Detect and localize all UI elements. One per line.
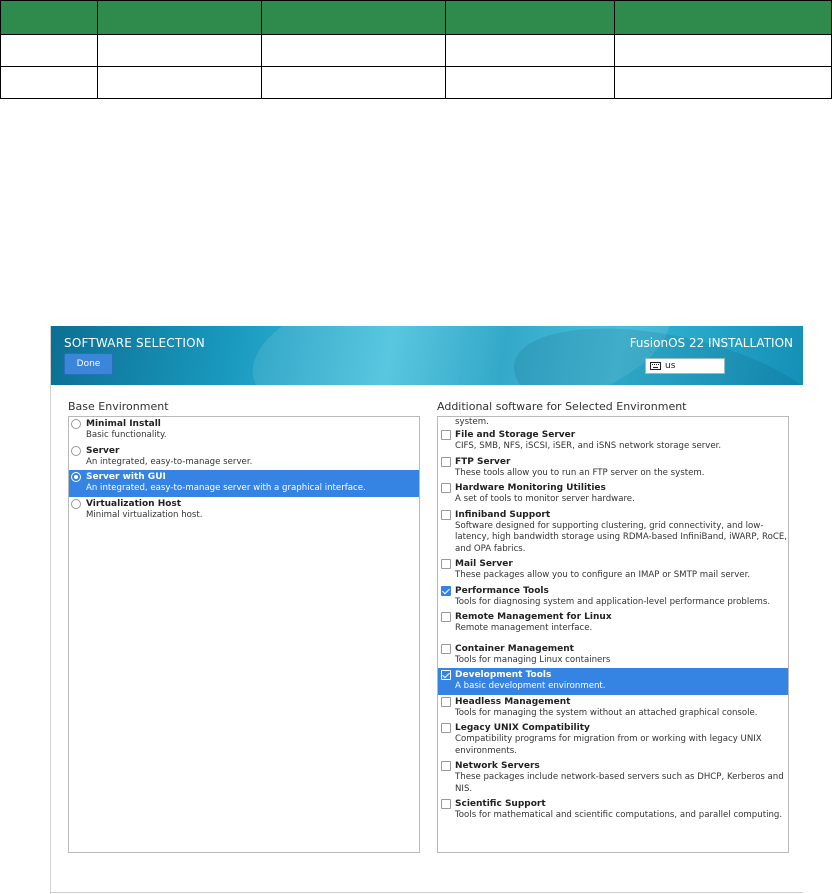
checkbox[interactable] [441, 697, 451, 707]
addon-option-performance-tools[interactable] [438, 584, 788, 611]
checkbox[interactable] [441, 457, 451, 467]
option-description: CIFS, SMB, NFS, iSCSI, iSER, and iSNS network storage server. [455, 441, 722, 451]
keyboard-layout-indicator[interactable] [645, 358, 725, 374]
base-environment-label: Base Environment [68, 400, 169, 413]
base-env-option-virtualization-host[interactable] [69, 497, 419, 524]
option-description: Compatibility programs for migration from or working with legacy UNIX environments. [455, 734, 762, 756]
page-title: SOFTWARE SELECTION [64, 336, 205, 350]
option-title: Scientific Support [455, 799, 546, 809]
option-title: Performance Tools [455, 585, 549, 596]
radio-button[interactable] [71, 499, 81, 509]
option-description: These tools allow you to run an FTP server on the system. [455, 467, 705, 478]
installation-title: FusionOS 22 INSTALLATION [629, 336, 793, 350]
option-title: FTP Server [455, 456, 511, 467]
option-title: Infiniband Support [455, 509, 551, 520]
checkbox[interactable] [441, 644, 451, 654]
addon-option-ftp-server[interactable] [438, 455, 788, 482]
option-description: Remote management interface. [455, 623, 593, 633]
option-description: These packages allow you to configure an IMAP or SMTP mail server. [455, 570, 751, 580]
addon-option-development-tools[interactable] [438, 668, 788, 695]
table-cell [262, 67, 446, 99]
option-description: Tools for managing the system without an attached graphical console. [455, 707, 758, 718]
addon-option-container-management[interactable] [438, 642, 788, 669]
table-cell [446, 67, 615, 99]
table-cell [1, 35, 98, 67]
option-description: These packages include network-based servers such as DHCP, Kerberos and NIS. [455, 772, 784, 794]
table-cell [446, 35, 615, 67]
addon-option-network-servers[interactable] [438, 759, 788, 797]
option-title: Mail Server [455, 559, 513, 569]
option-description: Tools for diagnosing system and application-level performance problems. [455, 596, 771, 607]
option-description: An integrated, easy-to-manage server. [86, 456, 253, 467]
checkbox[interactable] [441, 559, 451, 569]
addon-option-file-and-storage-server[interactable] [438, 428, 788, 455]
checkbox[interactable] [441, 761, 451, 771]
base-env-option-minimal-install[interactable] [69, 417, 419, 444]
option-description: Minimal virtualization host. [86, 509, 203, 520]
radio-button[interactable] [71, 472, 81, 482]
option-title: Legacy UNIX Compatibility [455, 723, 590, 733]
option-title: Network Servers [455, 761, 540, 771]
table-header-cell [98, 1, 262, 35]
addon-option-mail-server[interactable] [438, 557, 788, 584]
option-title: Server [86, 445, 120, 456]
base-env-option-server-with-gui[interactable] [69, 470, 419, 497]
keyboard-icon [650, 362, 661, 370]
radio-button[interactable] [71, 419, 81, 429]
checkbox[interactable] [441, 612, 451, 622]
addon-option-headless-management[interactable] [438, 695, 788, 722]
table-cell [98, 67, 262, 99]
option-title: Virtualization Host [86, 498, 182, 509]
radio-button[interactable] [71, 446, 81, 456]
checkbox[interactable] [441, 510, 451, 520]
checkbox[interactable] [441, 799, 451, 809]
option-description: An integrated, easy-to-manage server with a graphical interface. [86, 483, 366, 493]
divider [51, 892, 803, 893]
option-description: Tools for managing Linux containers [455, 654, 611, 665]
option-title: Container Management [455, 643, 574, 654]
table-header-row [1, 1, 832, 35]
checkbox[interactable] [441, 483, 451, 493]
option-title: Hardware Monitoring Utilities [455, 483, 606, 493]
option-description: Basic functionality. [86, 430, 167, 440]
base-env-option-server[interactable] [69, 444, 419, 471]
additional-software-label: Additional software for Selected Environment [437, 400, 687, 413]
empty-table [0, 0, 832, 99]
table-cell [615, 67, 832, 99]
checkbox[interactable] [441, 670, 451, 680]
keyboard-layout-label: us [665, 361, 676, 371]
addon-option-scientific-support[interactable] [438, 797, 788, 824]
checkbox[interactable] [441, 723, 451, 733]
table-header-cell [446, 1, 615, 35]
option-title: Remote Management for Linux [455, 612, 612, 622]
table-header-cell [262, 1, 446, 35]
addon-option-infiniband-support[interactable] [438, 508, 788, 558]
addon-option-hardware-monitoring-utilities[interactable] [438, 481, 788, 508]
additional-software-list[interactable] [437, 416, 789, 853]
done-button[interactable]: Done [64, 353, 113, 375]
table-cell [615, 35, 832, 67]
addon-option-remote-management-for-linux[interactable] [438, 610, 788, 637]
checkbox[interactable] [441, 586, 451, 596]
option-title: Server with GUI [86, 472, 166, 482]
option-title: Headless Management [455, 696, 571, 707]
option-title: File and Storage Server [455, 430, 576, 440]
option-title: Development Tools [455, 670, 552, 680]
table-cell [1, 67, 98, 99]
installer-window [50, 326, 803, 894]
table-header-cell [615, 1, 832, 35]
header-decoration [502, 326, 803, 385]
option-title: Minimal Install [86, 419, 161, 429]
option-description: A set of tools to monitor server hardware. [455, 494, 635, 504]
table-cell [262, 35, 446, 67]
option-description: Software designed for supporting clustering, grid connectivity, and low-latency, high bandwidth storage using RDMA-based InfiniBand, iWARP, RoCE, and OPA fabrics. [455, 520, 787, 554]
option-description: Tools for mathematical and scientific computations, and parallel computing. [455, 810, 783, 820]
table-header-cell [1, 1, 98, 35]
header-bar [51, 326, 803, 385]
table-cell [98, 35, 262, 67]
table-row [1, 35, 832, 67]
option-description: A basic development environment. [455, 681, 606, 691]
base-environment-list [68, 416, 420, 853]
truncated-description: system. [455, 417, 489, 427]
addon-option-legacy-unix-compatibility[interactable] [438, 721, 788, 759]
table-row [1, 67, 832, 99]
checkbox[interactable] [441, 430, 451, 440]
